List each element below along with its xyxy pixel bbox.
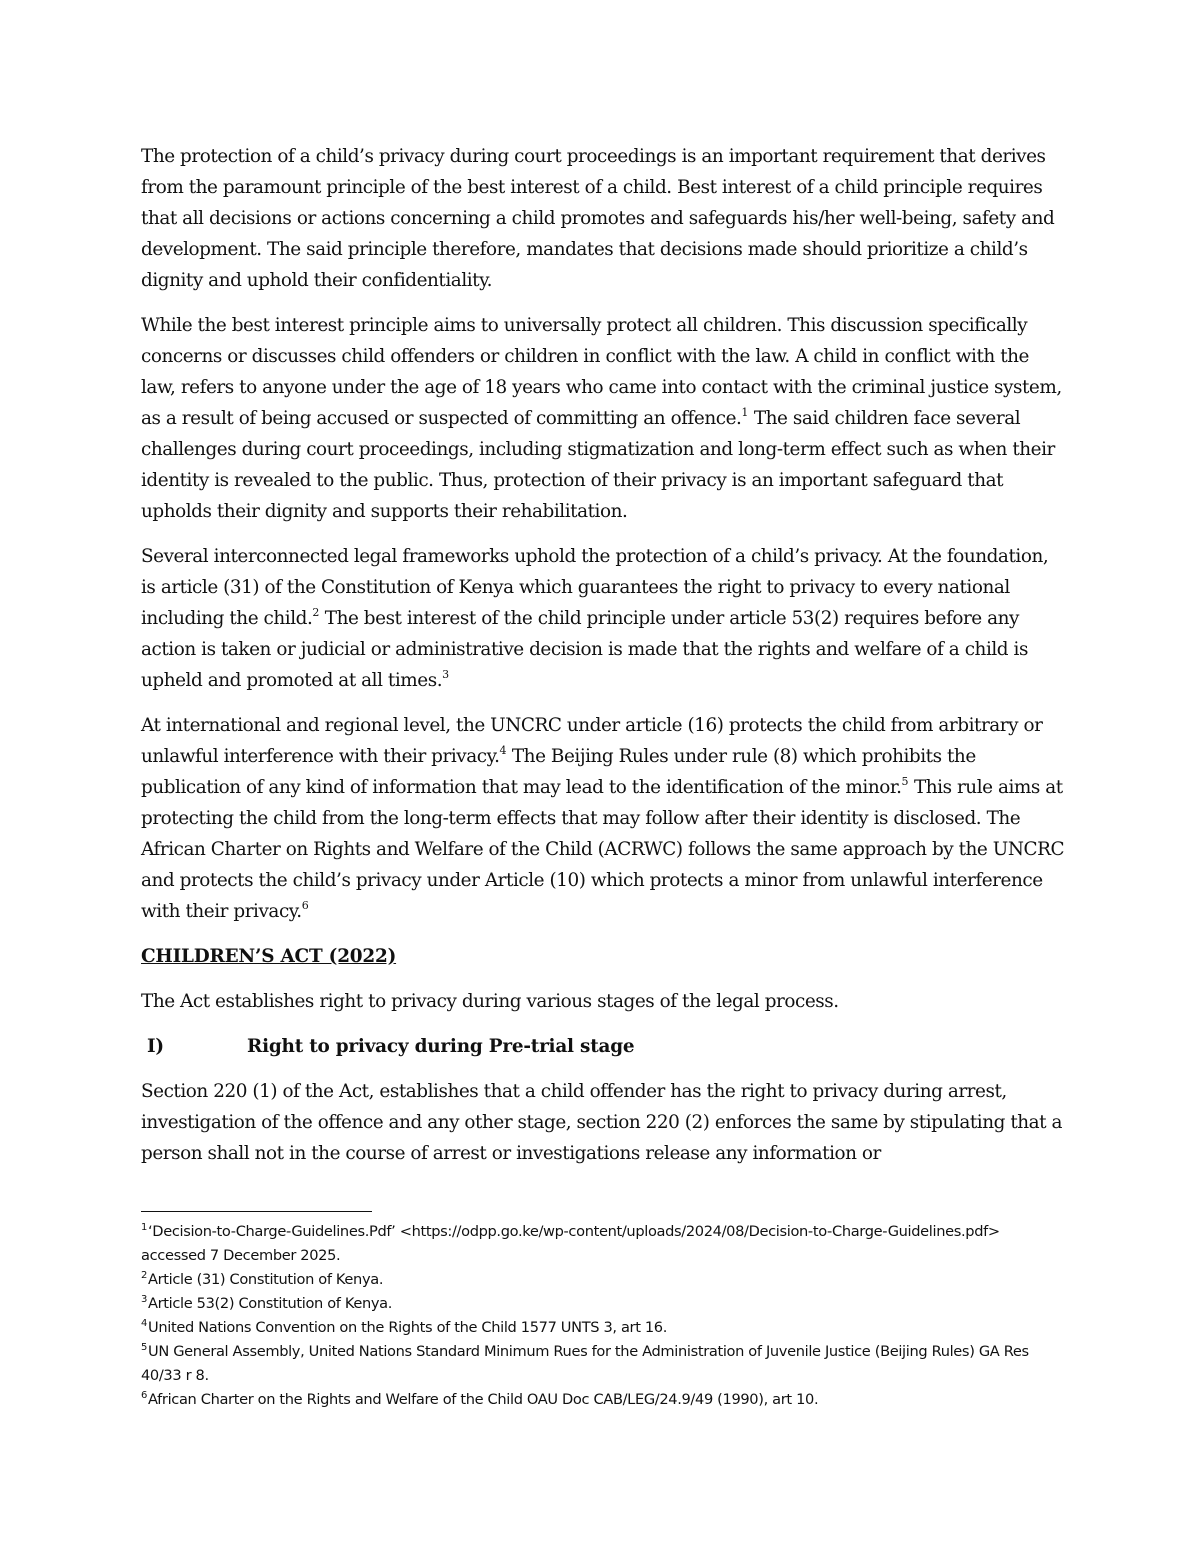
paragraph-intro: The protection of a child’s privacy during court proceedings is an important requirement that derives from the paramount principle of the best interest of a child. Best interest of a child principle requires that all decisions or actions concerning a child promotes and safeguards his/her well-being, safety and development. The said principle therefore, mandates that decisions made should prioritize a child’s dignity and uphold their confidentiality.	[141, 146, 1055, 291]
subheading-number: I)	[147, 1036, 164, 1057]
subheading-title: Right to privacy during Pre-trial stage	[247, 1036, 635, 1057]
section-heading: CHILDREN’S ACT (2022)	[141, 946, 397, 967]
footnote-6: $^6$African Charter on the Rights and Welfare of the Child OAU Doc CAB/LEG/24.9/49 (1990), art 10.	[141, 1390, 819, 1408]
paragraph-legal-frameworks: Several interconnected legal frameworks uphold the protection of a child’s privacy. At the foundation, is article (31) of the Constitution of Kenya which guarantees the right to privacy to every national including the child.$^2$ The best interest of the child principle under article 53(2) requires before any action is taken or judicial or administrative decision is made that the rights and welfare of a child is upheld and promoted at all times.$^3$	[141, 546, 1049, 691]
footnote-3: $^3$Article 53(2) Constitution of Kenya.	[141, 1294, 393, 1312]
paragraph-child-offenders: While the best interest principle aims to universally protect all children. This discussion specifically concerns or discusses child offenders or children in conflict with the law. A child in conflict with the law, refers to anyone under the age of 18 years who came into contact with the criminal justice system, as a result of being accused or suspected of committing an offence.$^1$ The said children face several challenges during court proceedings, including stigmatization and long-term effect such as when their identity is revealed to the public. Thus, protection of their privacy is an important safeguard that upholds their dignity and supports their rehabilitation.	[141, 315, 1062, 522]
paragraph-international: At international and regional level, the UNCRC under article (16) protects the child from arbitrary or unlawful interference with their privacy.$^4$ The Beijing Rules under rule (8) which prohibits the publication of any kind of information that may lead to the identification of the minor.$^5$ This rule aims at protecting the child from the long-term effects that may follow after their identity is disclosed. The African Charter on Rights and Welfare of the Child (ACRWC) follows the same approach by the UNCRC and protects the child’s privacy under Article (10) which protects a minor from unlawful interference with their privacy.$^6$	[141, 715, 1065, 922]
footnote-ref-4[interactable]: 4	[499, 744, 507, 757]
footnote-ref-1[interactable]: 1	[741, 406, 749, 419]
footnote-5: $^5$UN General Assembly, United Nations Standard Minimum Rues for the Administration of Juvenile Justice (Beijing Rules) GA Res 40/33 r 8.	[141, 1342, 1029, 1384]
footnote-2: $^2$Article (31) Constitution of Kenya.	[141, 1270, 384, 1288]
subheading	[141, 1031, 1066, 1062]
footnote-ref-5[interactable]: 5	[901, 775, 909, 788]
footnotes	[141, 1220, 1066, 1412]
footnote-ref-3[interactable]: 3	[442, 668, 450, 681]
body-text	[141, 141, 1066, 1183]
footnote-separator	[141, 1211, 372, 1212]
act-intro: The Act establishes right to privacy during various stages of the legal process.	[141, 991, 839, 1012]
footnote-ref-6[interactable]: 6	[301, 899, 309, 912]
footnote-1: $^1$‘Decision-to-Charge-Guidelines.Pdf’ <https://odpp.go.ke/wp-content/uploads/2024/08/Decision-to-Charge-Guidelines.pdf> accessed 7 December 2025.	[141, 1222, 1000, 1264]
paragraph-section-220: Section 220 (1) of the Act, establishes that a child offender has the right to privacy during arrest, investigation of the offence and any other stage, section 220 (2) enforces the same by stipulating that a person shall not in the course of arrest or investigations release any information or	[141, 1081, 1063, 1164]
footnote-4: $^4$United Nations Convention on the Rights of the Child 1577 UNTS 3, art 16.	[141, 1318, 668, 1336]
footnote-ref-2[interactable]: 2	[312, 606, 320, 619]
